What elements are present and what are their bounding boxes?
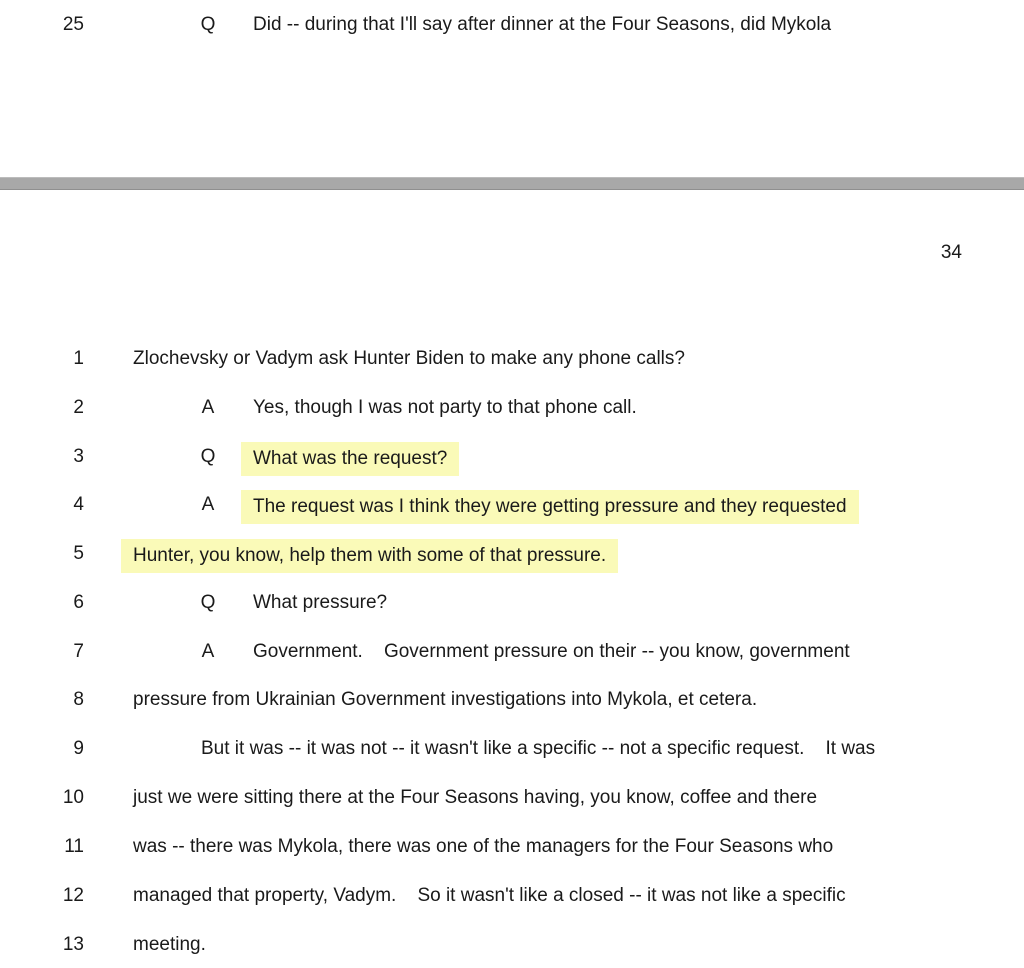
transcript-line <box>0 539 1024 569</box>
speaker-label: A <box>201 641 215 662</box>
line-number: 8 <box>73 689 84 710</box>
transcript-line <box>0 832 1024 862</box>
highlighted-line-text: Hunter, you know, help them with some of that pressure. <box>121 539 618 573</box>
transcript-line <box>0 10 1024 40</box>
line-text: just we were sitting there at the Four Seasons having, you know, coffee and there <box>133 787 818 808</box>
speaker-label: Q <box>200 14 216 35</box>
line-number: 11 <box>64 836 84 857</box>
speaker-label: A <box>201 397 215 418</box>
transcript-line <box>0 734 1024 764</box>
line-text: Yes, though I was not party to that phone call. <box>253 397 637 418</box>
line-number: 3 <box>73 446 84 467</box>
transcript-line <box>0 930 1024 960</box>
line-text: Government. Government pressure on their -- you know, government <box>253 641 850 662</box>
transcript-line <box>0 344 1024 374</box>
line-number: 5 <box>73 543 84 564</box>
highlighted-line-text: What was the request? <box>241 442 459 476</box>
line-number: 6 <box>73 592 84 613</box>
line-text: Zlochevsky or Vadym ask Hunter Biden to make any phone calls? <box>133 348 685 369</box>
page-number: 34 <box>940 242 962 263</box>
line-number: 9 <box>73 738 84 759</box>
line-number: 12 <box>62 885 84 906</box>
transcript-line <box>0 783 1024 813</box>
speaker-label: A <box>201 494 215 515</box>
transcript-line <box>0 393 1024 423</box>
transcript-line <box>0 490 1024 520</box>
speaker-label: Q <box>200 592 216 613</box>
line-number: 1 <box>73 348 84 369</box>
line-number: 4 <box>73 494 84 515</box>
line-number: 2 <box>73 397 84 418</box>
speaker-label: Q <box>200 446 216 467</box>
line-text: But it was -- it was not -- it wasn't like a specific -- not a specific request. It was <box>201 738 876 759</box>
line-number: 13 <box>62 934 84 955</box>
line-text: managed that property, Vadym. So it wasn't like a closed -- it was not like a specific <box>133 885 846 906</box>
highlighted-line-text: The request was I think they were getting pressure and they requested <box>241 490 859 524</box>
page-break-separator <box>0 177 1024 190</box>
line-text: meeting. <box>133 934 206 955</box>
transcript-line <box>0 442 1024 472</box>
line-text: pressure from Ukrainian Government investigations into Mykola, et cetera. <box>133 689 758 710</box>
transcript-line <box>0 637 1024 667</box>
line-text: was -- there was Mykola, there was one of the managers for the Four Seasons who <box>133 836 834 857</box>
line-text: Did -- during that I'll say after dinner at the Four Seasons, did Mykola <box>253 14 832 35</box>
transcript-line <box>0 588 1024 618</box>
line-number: 10 <box>62 787 84 808</box>
line-number: 25 <box>62 14 84 35</box>
transcript-line <box>0 881 1024 911</box>
transcript-line <box>0 685 1024 715</box>
line-text: What pressure? <box>253 592 388 613</box>
line-number: 7 <box>73 641 84 662</box>
